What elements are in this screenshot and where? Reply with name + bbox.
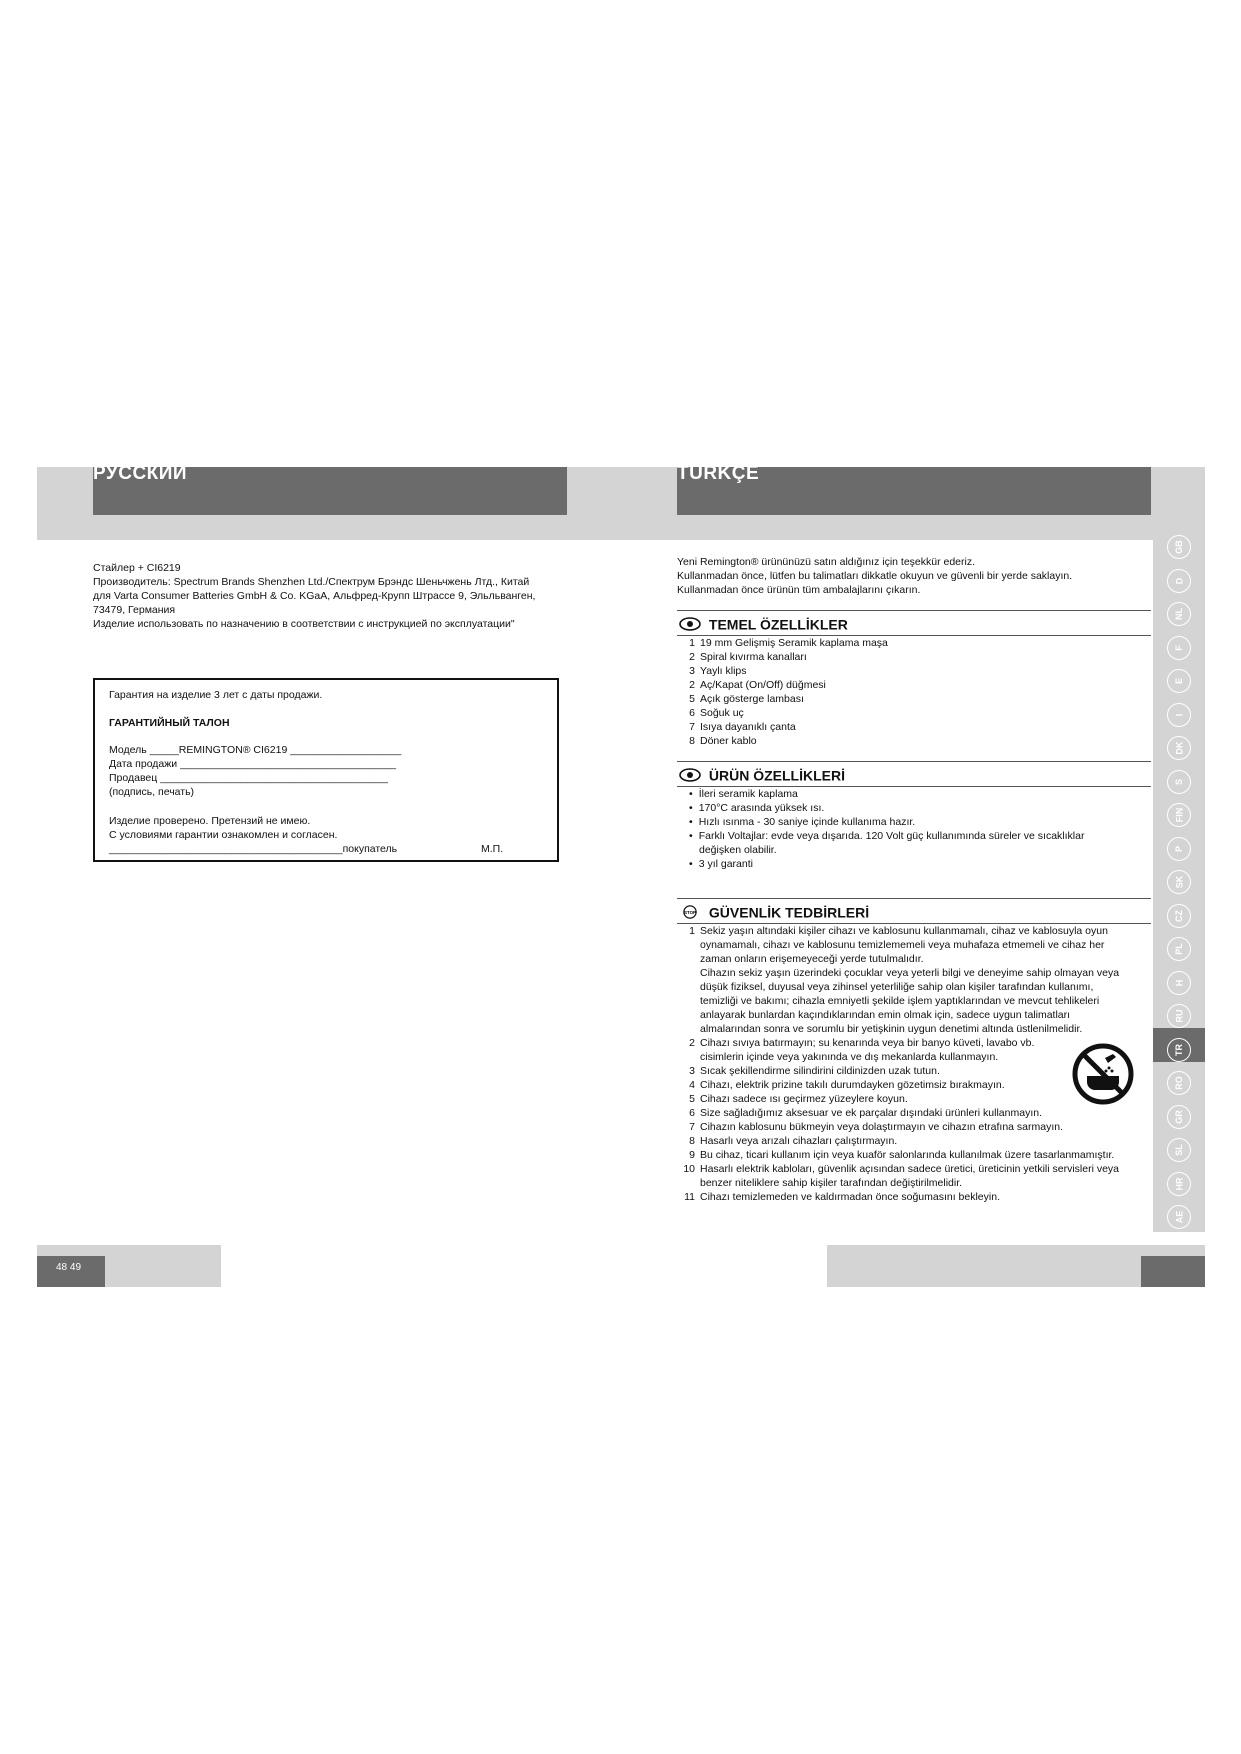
lang-tab-label: NL (1174, 608, 1184, 620)
warranty-buyer: ________________________________________покупатель (109, 843, 398, 855)
safety-item (677, 1148, 1132, 1162)
product-title (677, 761, 1151, 787)
lang-tab-label: SK (1173, 875, 1184, 889)
safety-num: 2 (689, 1037, 695, 1049)
lang-tab-nl[interactable] (1167, 602, 1191, 626)
safety-item (677, 1064, 1132, 1078)
lang-tab-ae[interactable] (1167, 1205, 1191, 1229)
lang-tab-label: H (1174, 979, 1184, 987)
safety-text: Hasarlı veya arızalı cihazları çalıştırmayın. (700, 1135, 898, 1147)
safety-title-label: GÜVENLİK TEDBİRLERİ (708, 904, 870, 921)
warranty-seller: Продавец _______________________________________ (109, 772, 388, 784)
lang-tab-dk[interactable] (1167, 736, 1191, 760)
lang-tab-hr[interactable] (1167, 1172, 1191, 1196)
safety-item (677, 1190, 1132, 1204)
feature-item (677, 720, 888, 734)
safety-text: Cihazın kablosunu bükmeyin veya dolaştırmayın ve cihazın etrafına sarmayın. (700, 1121, 1064, 1133)
safety-text: Size sağladığımız aksesuar ve ek parçalar dışındaki ürünleri kullanmayın. (700, 1107, 1042, 1119)
feature-text: Spiral kıvırma kanalları (700, 651, 807, 663)
feature-num: 7 (689, 721, 695, 733)
lang-tab-s[interactable] (1167, 770, 1191, 794)
safety-item (677, 1162, 1132, 1190)
safety-num: 5 (689, 1093, 695, 1105)
lang-tab-label: AE (1173, 1210, 1184, 1224)
product-item: • Farklı Voltajlar: evde veya dışarıda. 120 Volt güç kullanımında süreler ve sıcaklıklar değişken olabilir. (683, 829, 1103, 857)
safety-text: Cihazı temizlemeden ve kaldırmadan önce soğumasını bekleyin. (700, 1191, 1000, 1203)
product-list (683, 787, 1103, 871)
feature-item (677, 650, 888, 664)
safety-text: Cihazı sadece ısı geçirmez yüzeylere koyun. (700, 1093, 908, 1105)
lang-tab-f[interactable] (1167, 636, 1191, 660)
safety-text: Cihazın sekiz yaşın üzerindeki çocuklar veya yeterli bilgi ve deneyime sahip olmayan veya düşük fiziksel, duyusal veya zihinsel yeterliliğe sahip olan kişiler tarafından kullanımı, temizliği ve bakımı; cihazla emniyetli şekilde işlem yaptıklarından ve mevcut tehlikeleri anlayarak bunlardan kaçındıklarından emin olmak için, sadece uygun talimatları almalarından sonra ve sorumlu bir yetişkinin uygun denetimi altında üstlenilmelidir. (700, 967, 1120, 1035)
lang-tab-gr[interactable] (1167, 1105, 1191, 1129)
feature-item (677, 636, 888, 650)
eye-icon (679, 617, 701, 631)
product-item: • 3 yıl garanti (683, 857, 1103, 871)
warranty-agreed: С условиями гарантии ознакомлен и согласен. (109, 829, 338, 841)
lang-tab-gb[interactable] (1167, 535, 1191, 559)
lang-tab-label: E (1173, 677, 1184, 685)
lang-tab-label: P (1173, 845, 1184, 853)
lang-tab-label: DK (1174, 741, 1184, 755)
product-item: • Hızlı ısınma - 30 saniye içinde kullanıma hazır. (683, 815, 1103, 829)
safety-num: 7 (689, 1121, 695, 1133)
safety-item (677, 1120, 1132, 1134)
feature-text: Açık gösterge lambası (700, 693, 804, 705)
info-line: Стайлер + CI6219 (93, 562, 181, 574)
lang-tab-d[interactable] (1167, 569, 1191, 593)
lang-tab-ro[interactable] (1167, 1071, 1191, 1095)
warranty-model: Модель _____REMINGTON® CI6219 ___________________ (109, 744, 402, 756)
safety-text: Bu cihaz, ticari kullanım için veya kuaför salonlarında kullanılmak üzere tasarlanmamıştır. (700, 1149, 1115, 1161)
lang-tab-label: RO (1174, 1076, 1184, 1090)
safety-text: Cihazı, elektrik prizine takılı durumdayken gözetimsiz bırakmayın. (700, 1079, 1005, 1091)
product-title-label: ÜRÜN ÖZELLİKLERİ (708, 767, 845, 784)
feature-item (677, 678, 888, 692)
features-title-label: TEMEL ÖZELLİKLER (708, 616, 848, 633)
safety-title (677, 898, 1151, 924)
safety-item (677, 1078, 1132, 1092)
lang-tab-fin[interactable] (1167, 803, 1191, 827)
safety-item (677, 966, 1132, 1036)
safety-list (677, 924, 1132, 1204)
safety-item (677, 924, 1132, 966)
feature-num: 1 (689, 637, 695, 649)
lang-tab-e[interactable] (1167, 669, 1191, 693)
safety-num: 9 (689, 1149, 695, 1161)
lang-tab-label: SL (1173, 1144, 1184, 1156)
feature-text: Soğuk uç (700, 707, 744, 719)
feature-text: Yaylı klips (700, 665, 747, 677)
left-info (93, 561, 563, 631)
lang-tab-label: D (1174, 577, 1184, 585)
info-line: 73479, Германия (93, 604, 176, 616)
lang-tab-p[interactable] (1167, 837, 1191, 861)
svg-text:STOP: STOP (684, 910, 696, 916)
product-item: • İleri seramik kaplama (683, 787, 1103, 801)
eye-icon (679, 768, 701, 782)
warranty-mp: М.П. (481, 843, 504, 855)
lang-tab-label: GR (1174, 1110, 1184, 1124)
lang-tab-sl[interactable] (1167, 1138, 1191, 1162)
warranty-checked: Изделие проверено. Претензий не имею. (109, 815, 311, 827)
safety-num: 1 (689, 925, 695, 937)
lang-tab-label: I (1173, 713, 1184, 717)
lang-tab-label: PL (1173, 943, 1184, 955)
feature-num: 8 (689, 735, 695, 747)
safety-num: 3 (689, 1065, 695, 1077)
lang-tab-tr[interactable] (1167, 1038, 1191, 1062)
feature-num: 5 (689, 693, 695, 705)
features-title (677, 610, 1151, 636)
lang-tab-cz[interactable] (1167, 904, 1191, 928)
right-header-title: TÜRKÇE (677, 463, 760, 484)
lang-tab-label: CZ (1174, 910, 1184, 922)
intro-line: Yeni Remington® ürününüzü satın aldığınız için teşekkür ederiz. (677, 556, 976, 568)
safety-item (677, 1106, 1132, 1120)
lang-tab-pl[interactable] (1167, 937, 1191, 961)
safety-num: 10 (683, 1163, 695, 1175)
lang-tab-ru[interactable] (1167, 1004, 1191, 1028)
safety-num (677, 966, 695, 1036)
warranty-line: Гарантия на изделие 3 лет с даты продажи. (109, 689, 323, 701)
feature-text: 19 mm Gelişmiş Seramik kaplama maşa (700, 637, 888, 649)
warranty-card (93, 678, 559, 862)
safety-section (677, 924, 1132, 1204)
safety-text: Sekiz yaşın altındaki kişiler cihazı ve kablosunu kullanmamalı, cihaz ve kablosuyla oyun oynamamalı, cihazı ve kablosunu temizlememeli veya muhafaza etmemeli ve cihaz her zaman onların erişemeyeceği yerde tutulmalıdır. (700, 925, 1108, 965)
safety-text: Sıcak şekillendirme silindirini cildinizden uzak tutun. (700, 1065, 940, 1077)
feature-item (677, 664, 888, 678)
safety-text: Cihazı sıvıya batırmayın; su kenarında veya bir banyo küveti, lavabo vb. cisimlerin içinde veya yakınında ve dış mekanlarda kullanmayın. (700, 1037, 1035, 1063)
safety-num: 4 (689, 1079, 695, 1091)
features-list (677, 636, 888, 748)
safety-item (677, 1134, 1132, 1148)
lang-tab-label: GB (1174, 540, 1184, 554)
feature-item (677, 706, 888, 720)
warranty-title: ГАРАНТИЙНЫЙ ТАЛОН (109, 717, 230, 729)
feature-item (677, 734, 888, 748)
lang-tab-i[interactable] (1167, 703, 1191, 727)
warranty-date: Дата продажи _____________________________________ (109, 758, 397, 770)
lang-tab-h[interactable] (1167, 971, 1191, 995)
intro-line: Kullanmadan önce ürünün tüm ambalajlarını çıkarın. (677, 584, 921, 596)
lang-tab-label: TR (1174, 1044, 1184, 1056)
lang-tab-label: FIN (1174, 807, 1184, 823)
info-line: для Varta Consumer Batteries GmbH & Co. KGaA, Альфред-Крупп Штрассе 9, Эльльванген, (93, 590, 536, 602)
intro (677, 555, 1151, 597)
stop-icon (679, 905, 701, 919)
no-bath-icon (1071, 1042, 1135, 1106)
feature-text: Aç/Kapat (On/Off) düğmesi (700, 679, 826, 691)
lang-tab-label: HR (1174, 1177, 1184, 1191)
info-line: Производитель: Spectrum Brands Shenzhen Ltd./Спектрум Брэндс Шеньчжень Лтд., Китай (93, 576, 530, 588)
feature-text: Isıya dayanıklı çanta (700, 721, 796, 733)
safety-num: 6 (689, 1107, 695, 1119)
feature-num: 6 (689, 707, 695, 719)
feature-item (677, 692, 888, 706)
lang-tab-label: F (1174, 645, 1184, 651)
safety-num: 11 (684, 1191, 695, 1203)
lang-tab-label: RU (1174, 1009, 1184, 1023)
page-numbers: 48 49 (56, 1262, 82, 1273)
info-line: Изделие использовать по назначению в соответствии с инструкцией по эксплуатации" (93, 618, 515, 630)
lang-tab-label: S (1173, 778, 1184, 786)
safety-item (677, 1092, 1132, 1106)
feature-num: 2 (689, 651, 695, 663)
safety-item (677, 1036, 1132, 1064)
safety-num: 8 (689, 1135, 695, 1147)
warranty-sign: (подпись, печать) (109, 786, 195, 798)
feature-text: Döner kablo (700, 735, 757, 747)
feature-num: 3 (689, 665, 695, 677)
product-item: • 170°C arasında yüksek ısı. (683, 801, 1103, 815)
left-header-title: РУССКИЙ (93, 463, 188, 484)
safety-text: Hasarlı elektrik kabloları, güvenlik açısından sadece üretici, üreticinin yetkili servisleri veya benzer niteliklere sahip kişiler tarafından değiştirilmelidir. (700, 1163, 1120, 1189)
intro-line: Kullanmadan önce, lütfen bu talimatları dikkatle okuyun ve güvenli bir yerde saklayın. (677, 570, 1073, 582)
footer-right-bar (1141, 1256, 1205, 1287)
feature-num: 2 (689, 679, 695, 691)
lang-tab-sk[interactable] (1167, 870, 1191, 894)
